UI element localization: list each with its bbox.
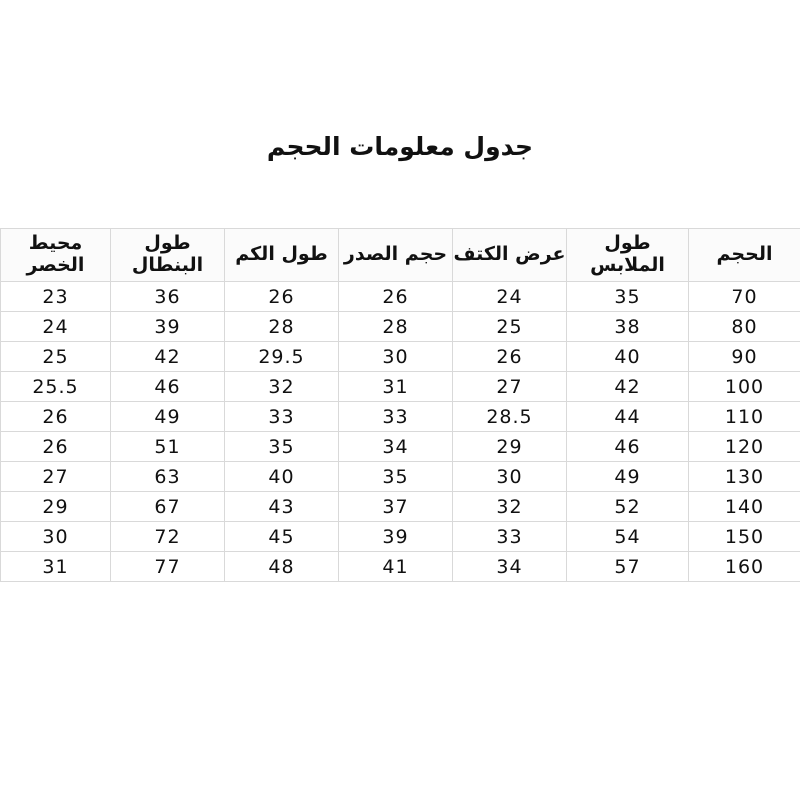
column-header-shoulder-width: عرض الكتف <box>453 229 567 282</box>
cell-clothing-length: 38 <box>567 312 689 342</box>
cell-clothing-length: 46 <box>567 432 689 462</box>
cell-pants-length: 36 <box>111 282 225 312</box>
cell-shoulder-width: 24 <box>453 282 567 312</box>
page-title: جدول معلومات الحجم <box>266 132 534 161</box>
cell-clothing-length: 52 <box>567 492 689 522</box>
cell-clothing-length: 35 <box>567 282 689 312</box>
cell-chest-size: 28 <box>339 312 453 342</box>
cell-sleeve-length: 33 <box>225 402 339 432</box>
cell-size: 70 <box>689 282 800 312</box>
cell-chest-size: 39 <box>339 522 453 552</box>
column-header-size: الحجم <box>689 229 800 282</box>
cell-sleeve-length: 40 <box>225 462 339 492</box>
cell-waist-circumference: 25.5 <box>1 372 111 402</box>
cell-sleeve-length: 29.5 <box>225 342 339 372</box>
cell-shoulder-width: 25 <box>453 312 567 342</box>
cell-sleeve-length: 48 <box>225 552 339 582</box>
cell-chest-size: 30 <box>339 342 453 372</box>
cell-size: 110 <box>689 402 800 432</box>
cell-clothing-length: 44 <box>567 402 689 432</box>
cell-pants-length: 46 <box>111 372 225 402</box>
cell-sleeve-length: 45 <box>225 522 339 552</box>
cell-pants-length: 72 <box>111 522 225 552</box>
cell-sleeve-length: 26 <box>225 282 339 312</box>
cell-size: 90 <box>689 342 800 372</box>
cell-shoulder-width: 29 <box>453 432 567 462</box>
cell-waist-circumference: 31 <box>1 552 111 582</box>
cell-clothing-length: 49 <box>567 462 689 492</box>
size-table-container <box>0 228 800 582</box>
table-header <box>1 229 800 282</box>
cell-chest-size: 37 <box>339 492 453 522</box>
cell-clothing-length: 40 <box>567 342 689 372</box>
cell-clothing-length: 57 <box>567 552 689 582</box>
cell-pants-length: 77 <box>111 552 225 582</box>
cell-shoulder-width: 33 <box>453 522 567 552</box>
cell-pants-length: 67 <box>111 492 225 522</box>
cell-chest-size: 33 <box>339 402 453 432</box>
table-row <box>1 492 800 522</box>
cell-size: 140 <box>689 492 800 522</box>
column-header-waist-circumference: محيط الخصر <box>1 229 111 282</box>
cell-waist-circumference: 26 <box>1 432 111 462</box>
cell-pants-length: 42 <box>111 342 225 372</box>
table-row <box>1 402 800 432</box>
cell-clothing-length: 42 <box>567 372 689 402</box>
cell-size: 150 <box>689 522 800 552</box>
cell-chest-size: 31 <box>339 372 453 402</box>
table-row <box>1 462 800 492</box>
cell-chest-size: 26 <box>339 282 453 312</box>
cell-size: 160 <box>689 552 800 582</box>
cell-shoulder-width: 34 <box>453 552 567 582</box>
table-row <box>1 432 800 462</box>
column-header-chest-size: حجم الصدر <box>339 229 453 282</box>
cell-sleeve-length: 28 <box>225 312 339 342</box>
cell-sleeve-length: 35 <box>225 432 339 462</box>
cell-size: 100 <box>689 372 800 402</box>
cell-chest-size: 34 <box>339 432 453 462</box>
cell-waist-circumference: 26 <box>1 402 111 432</box>
column-header-pants-length: طول البنطال <box>111 229 225 282</box>
cell-chest-size: 41 <box>339 552 453 582</box>
cell-waist-circumference: 23 <box>1 282 111 312</box>
cell-waist-circumference: 24 <box>1 312 111 342</box>
cell-size: 80 <box>689 312 800 342</box>
cell-size: 130 <box>689 462 800 492</box>
cell-waist-circumference: 27 <box>1 462 111 492</box>
table-body <box>1 282 800 582</box>
cell-pants-length: 51 <box>111 432 225 462</box>
table-row <box>1 552 800 582</box>
cell-pants-length: 63 <box>111 462 225 492</box>
table-row <box>1 372 800 402</box>
cell-sleeve-length: 32 <box>225 372 339 402</box>
cell-clothing-length: 54 <box>567 522 689 552</box>
cell-size: 120 <box>689 432 800 462</box>
cell-waist-circumference: 30 <box>1 522 111 552</box>
cell-pants-length: 49 <box>111 402 225 432</box>
table-row <box>1 282 800 312</box>
table-header-row <box>1 229 800 282</box>
size-table <box>0 228 800 582</box>
cell-chest-size: 35 <box>339 462 453 492</box>
cell-pants-length: 39 <box>111 312 225 342</box>
cell-shoulder-width: 27 <box>453 372 567 402</box>
cell-shoulder-width: 30 <box>453 462 567 492</box>
table-row <box>1 522 800 552</box>
cell-sleeve-length: 43 <box>225 492 339 522</box>
table-row <box>1 312 800 342</box>
column-header-sleeve-length: طول الكم <box>225 229 339 282</box>
cell-shoulder-width: 32 <box>453 492 567 522</box>
cell-shoulder-width: 28.5 <box>453 402 567 432</box>
cell-shoulder-width: 26 <box>453 342 567 372</box>
cell-waist-circumference: 29 <box>1 492 111 522</box>
table-row <box>1 342 800 372</box>
column-header-clothing-length: طول الملابس <box>567 229 689 282</box>
cell-waist-circumference: 25 <box>1 342 111 372</box>
